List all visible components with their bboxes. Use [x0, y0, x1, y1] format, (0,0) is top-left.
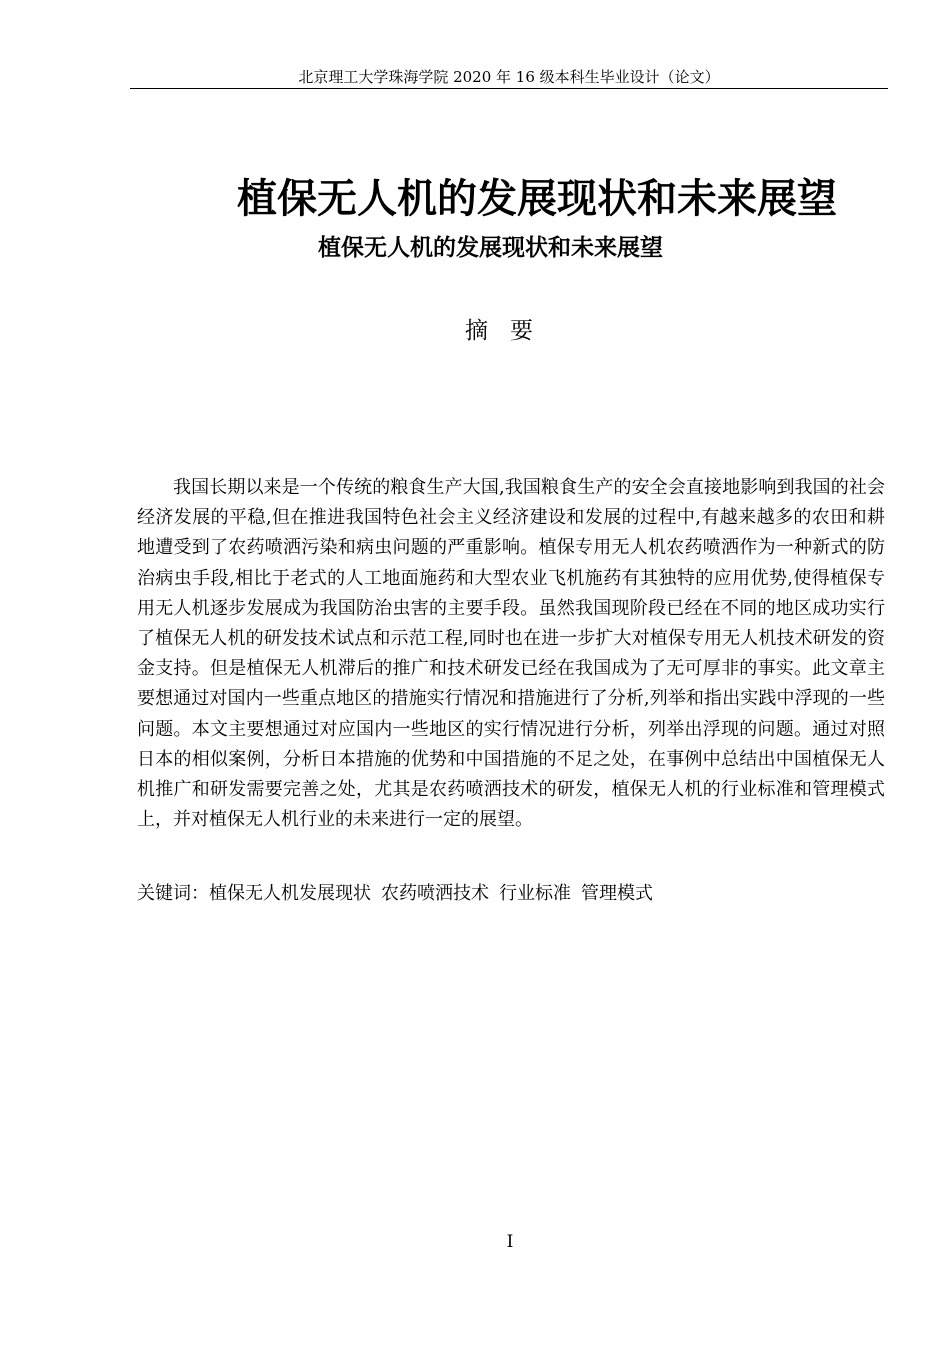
running-header: 北京理工大学珠海学院 2020 年 16 级本科生毕业设计（论文） [298, 68, 720, 86]
thesis-subtitle: 植保无人机的发展现状和未来展望 [318, 235, 663, 261]
keywords-label: 关键词： [137, 883, 209, 904]
keyword-item: 行业标准 [499, 883, 571, 904]
abstract-heading: 摘要 [465, 318, 555, 344]
keyword-item: 植保无人机发展现状 [209, 883, 371, 904]
header-rule [130, 88, 888, 89]
page-number: I [506, 1232, 514, 1252]
keyword-item: 管理模式 [581, 883, 653, 904]
keywords-line [137, 879, 885, 909]
thesis-title: 植保无人机的发展现状和未来展望 [237, 176, 837, 222]
keyword-item: 农药喷洒技术 [381, 883, 489, 904]
abstract-body: 我国长期以来是一个传统的粮食生产大国,我国粮食生产的安全会直接地影响到我国的社会经济发展的平稳,但在推进我国特色社会主义经济建设和发展的过程中,有越来越多的农田和耕地遭受到了农药喷洒污染和病虫问题的严重影响。植保专用无人机农药喷洒作为一种新式的防治病虫手段,相比于老式的人工地面施药和大型农业飞机施药有其独特的应用优势,使得植保专用无人机逐步发展成为我国防治虫害的主要手段。虽然我国现阶段已经在不同的地区成功实行了植保无人机的研发技术试点和示范工程,同时也在进一步扩大对植保专用无人机技术研发的资金支持。但是植保无人机滞后的推广和技术研发已经在我国成为了无可厚非的事实。此文章主要想通过对国内一些重点地区的措施实行情况和措施进行了分析,列举和指出实践中浮现的一些问题。本文主要想通过对应国内一些地区的实行情况进行分析，列举出浮现的问题。通过对照日本的相似案例，分析日本措施的优势和中国措施的不足之处，在事例中总结出中国植保无人机推广和研发需要完善之处，尤其是农药喷洒技术的研发，植保无人机的行业标准和管理模式上，并对植保无人机行业的未来进行一定的展望。 [137, 477, 885, 831]
